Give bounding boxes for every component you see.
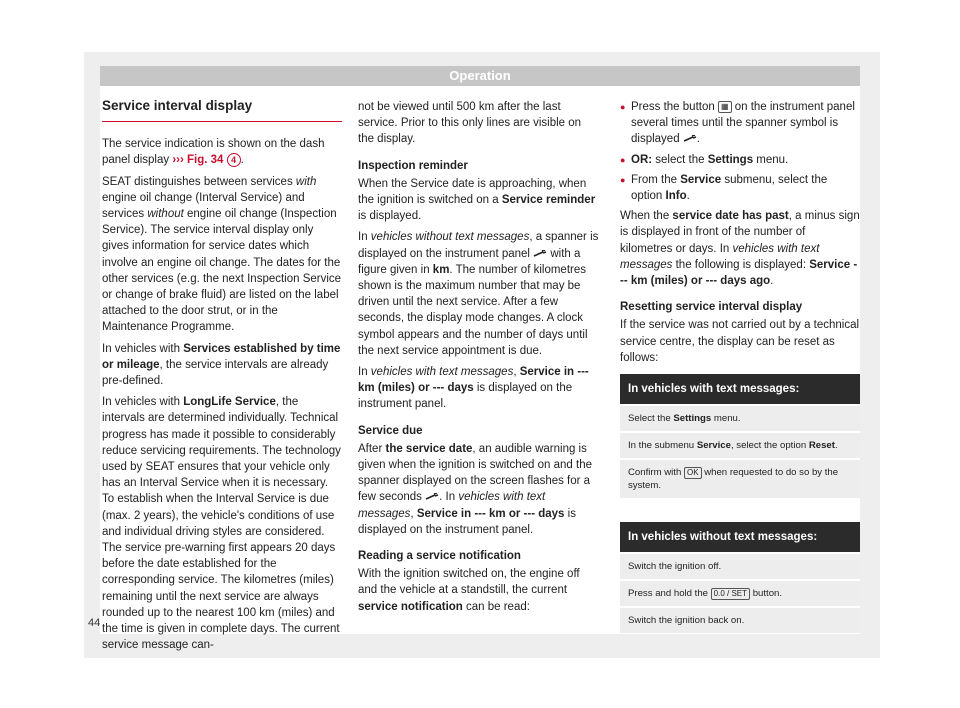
procedure-table-text-messages	[620, 374, 860, 498]
text: Press the button	[631, 101, 718, 113]
text: menu.	[753, 153, 789, 166]
text: can be read:	[462, 600, 530, 613]
text: is displayed on the instrument panel.	[358, 382, 573, 411]
table-row: Switch the ignition off.	[620, 554, 860, 579]
subheading: Reading a service notification	[358, 550, 521, 563]
paragraph: If the service was not carried out by a technical service centre, the display can be reset as follows:	[620, 319, 860, 364]
text: , a minus sign is displayed in front of the number of kilometres or days. In	[620, 210, 860, 255]
text: When the Service date is approaching, when the ignition is switched on a	[358, 177, 587, 207]
subheading: Service due	[358, 424, 423, 437]
text-bold: Reset	[808, 440, 835, 452]
table-header: In vehicles with text messages:	[620, 374, 860, 404]
text-bold: Settings	[707, 153, 754, 166]
text: Select the	[628, 413, 674, 425]
text-italic: vehicles without text messages	[370, 231, 530, 244]
text: engine oil change (Inspection Service). The service interval display only gives information for service dates which involve an engine oil change. The dates for the other services (e.g. the next Inspection Service or change of brake fluid) are listed on the label attached to the door strut, or in the Maintenance Programme.	[102, 208, 342, 334]
table-row	[620, 406, 860, 431]
text-bold: Service	[696, 440, 731, 452]
paragraph: After the service date, an audible warning is given when the ignition is switched on and the spanner displayed on the screen flashes for a few seconds . In vehicles with text messages, Service in --- km or --- days is displayed on the instrument panel.	[358, 442, 592, 536]
text-italic: vehicles with text messages	[620, 242, 820, 271]
text-bold: the service date	[385, 442, 473, 455]
paragraph	[358, 176, 600, 225]
paragraph: not be viewed until 500 km after the last service. Prior to this only lines are visible on the display.	[358, 101, 582, 146]
paragraph	[102, 394, 342, 653]
text: when requested to do so by the system.	[628, 467, 839, 492]
text: button.	[750, 588, 783, 600]
text-bold: OR:	[631, 153, 653, 166]
text: . In	[439, 491, 459, 504]
text-bold: Info	[665, 190, 687, 203]
text-bold: km	[432, 263, 450, 276]
text-bold: Settings	[673, 413, 712, 425]
table-row: Switch the ignition back on.	[620, 608, 860, 633]
text-italic: vehicles with text messages	[358, 491, 546, 520]
text-italic: vehicles with text messages	[370, 366, 514, 379]
text-bold: LongLife Service	[183, 396, 276, 409]
text-bold: Service	[680, 173, 722, 186]
spanner-icon	[683, 135, 697, 143]
column-3	[620, 99, 860, 635]
text: In	[358, 366, 371, 379]
text: submenu, select the option	[631, 173, 828, 203]
text: , the intervals are determined individually. Technical progress has made it possible to considerably reduce servicing requirements. The technology used by SEAT ensures that your vehicle only has an Interval Service when it is necessary. To establish when the Interval Service is due (max. 2 years), the vehicle's conditions of use and individual driving styles are considered. The service pre-warning first appears 20 days before the date established for the corresponding service. The kilometres (miles) remaining until the next service are always rounded up to the nearest 100 km (miles) and the time is given in complete days. The current service message can-	[102, 396, 341, 652]
table-row	[620, 460, 860, 498]
page-number: 44	[88, 617, 101, 629]
set-button-icon: 0.0 / SET	[711, 588, 750, 600]
list-item	[620, 152, 860, 168]
text-bold: service date has past	[672, 210, 789, 223]
column-1	[102, 92, 342, 659]
text: In the submenu	[628, 440, 697, 452]
text: the following is displayed:	[672, 258, 810, 271]
paragraph: When the service date has past, a minus sign is displayed in front of the number of kilometres or days. In vehicles with text messages the following is displayed: Service --- km (miles) or --- days ago.	[620, 210, 860, 288]
figure-callout-number: 4	[227, 153, 241, 167]
text: In vehicles with	[102, 396, 184, 409]
text: The service indication is shown on the dash panel display	[102, 138, 325, 167]
text: , the service intervals are already pre-defined.	[102, 358, 329, 388]
ok-button-icon: OK	[684, 467, 702, 479]
text-bold: Service --- km (miles) or --- days ago	[620, 258, 858, 288]
spanner-icon	[533, 250, 547, 258]
text-bold: Service in --- km (miles) or --- days	[358, 366, 589, 395]
table-row	[620, 581, 860, 606]
paragraph	[102, 174, 342, 336]
text: After	[358, 442, 386, 455]
paragraph: In vehicles with text messages, Service in --- km (miles) or --- days is displayed on the instrument panel.	[358, 366, 589, 411]
page-header: Operation	[100, 66, 860, 86]
text-bold: Service in --- km or --- days	[416, 507, 565, 520]
list-item: ● From the Service submenu, select the option Info.	[620, 172, 860, 204]
subheading: Resetting service interval display	[620, 301, 803, 314]
text: on the instrument panel several times until the spanner symbol is displayed	[631, 101, 855, 146]
section-title: Service interval display	[102, 98, 342, 122]
table-header: In vehicles without text messages:	[620, 522, 860, 552]
text: menu.	[711, 413, 741, 425]
text: engine oil change (Interval Service) and services	[102, 191, 305, 221]
table-row: In the submenu Service, select the option Reset.	[620, 433, 860, 458]
text: is displayed on the instrument panel.	[358, 507, 576, 536]
subheading: Inspection reminder	[358, 159, 468, 172]
text: SEAT distinguishes between services	[102, 175, 296, 188]
text: Press and hold the	[628, 588, 711, 600]
text-italic: with	[295, 175, 317, 188]
text: , select the option	[730, 440, 809, 452]
paragraph: The service indication is shown on the dash panel display ››› Fig. 34 4 .	[102, 138, 325, 167]
text-bold: Service reminder	[501, 194, 596, 207]
column-2	[358, 99, 600, 620]
menu-button-icon: ▦	[718, 101, 732, 113]
text-bold: Services established by time or mileage	[102, 342, 341, 371]
text-italic: without	[147, 208, 184, 221]
text: When the	[620, 210, 673, 223]
text: In	[358, 231, 371, 244]
text: From the	[631, 173, 681, 186]
text: is displayed.	[358, 210, 422, 223]
text: , a spanner is displayed on the instrument panel	[358, 231, 599, 260]
paragraph	[358, 229, 600, 359]
text: , an audible warning is given when the ignition is switched on and the spanner displayed on the screen flashes for a few seconds	[358, 442, 592, 504]
text: In vehicles with	[102, 342, 184, 355]
text: With the ignition switched on, the engine off and the vehicle at a standstill, the current	[358, 568, 580, 597]
paragraph	[358, 566, 600, 615]
spanner-icon	[425, 493, 439, 501]
text-bold: service notification	[358, 600, 463, 613]
text: select the	[652, 153, 708, 166]
paragraph	[102, 341, 342, 390]
list-item: ● Press the button ▦ on the instrument panel several times until the spanner symbol is displayed .	[620, 99, 860, 148]
procedure-table-no-text-messages	[620, 522, 860, 633]
figure-link[interactable]: ››› Fig. 34	[172, 154, 224, 167]
text: Confirm with	[628, 467, 684, 479]
text: . The number of kilometres shown is the maximum number that may be driven until the next service. After a few seconds, the display mode changes. A clock symbol appears and the number of days until the next service appointment is due.	[358, 263, 588, 357]
text: with a figure given in	[358, 247, 581, 276]
